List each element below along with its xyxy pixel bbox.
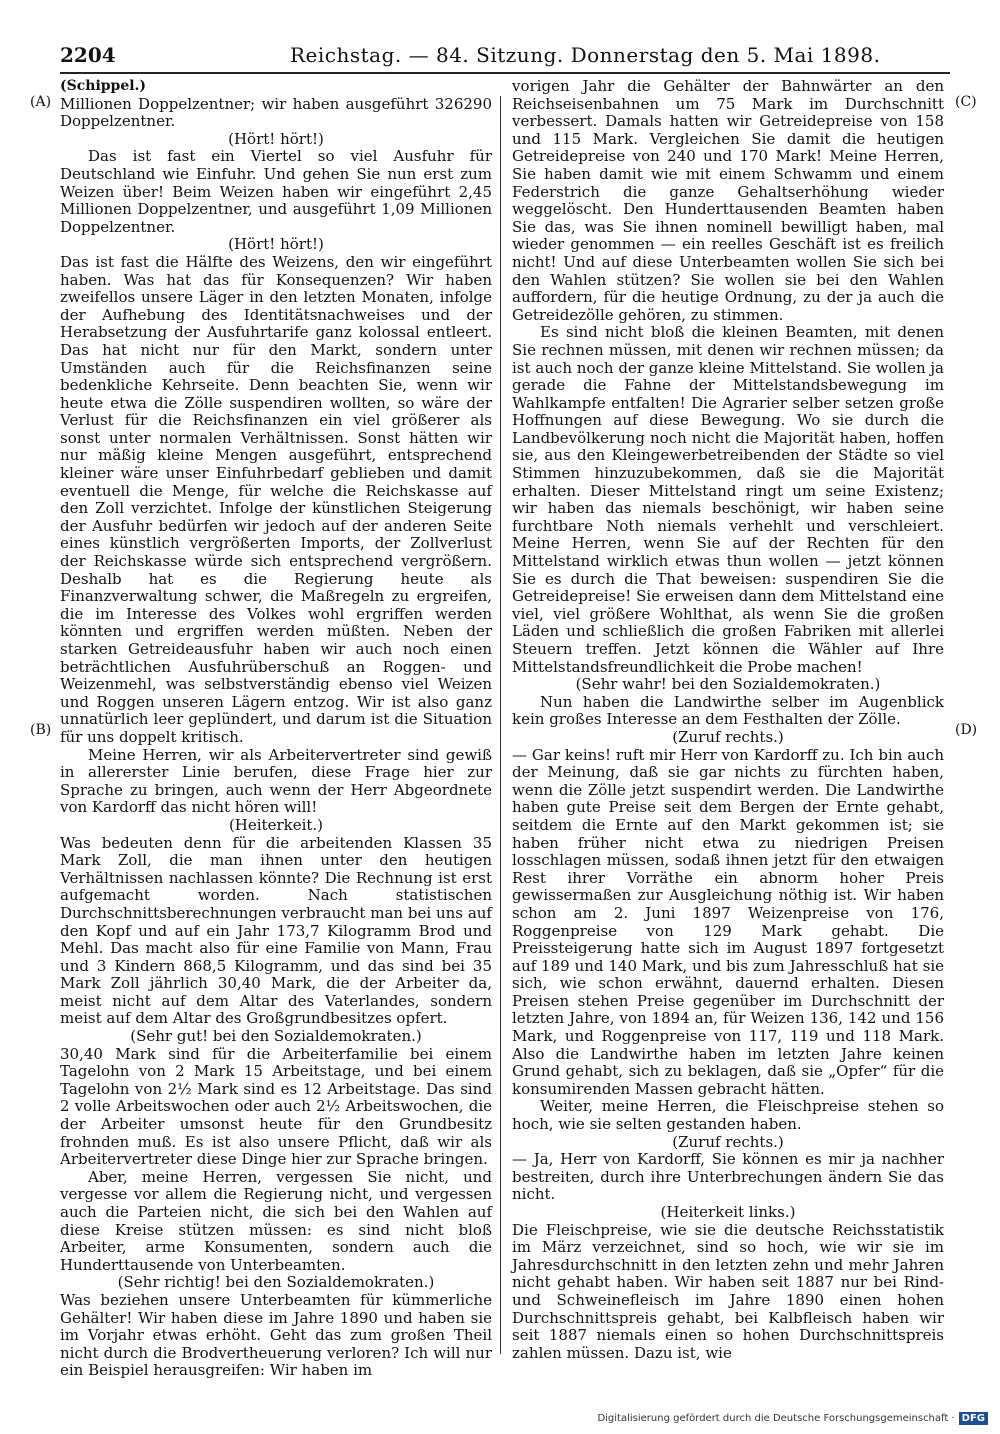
interjection: (Zuruf rechts.): [672, 1132, 784, 1151]
paragraph: Es sind nicht bloß die kleinen Beamten, mit denen Sie rechnen müssen, mit denen wir rechnen müssen; da ist auch noch der ganze kleine Mittelstand. Sie wollen ja gerade die Fahne der Mittelstandsbewegung im Wahlkampfe entfalten! Die Agrarier selber setzen große Hoffnungen auf diese Bewegung. Wo sie durch die Landbevölkerung noch nicht die Majorität haben, hoffen sie, aus den Kleingewerbetreibenden der Städte so viel Stimmen hinzuzubekommen, daß sie die Majorität erhalten. Dieser Mittelstand ringt um seine Existenz; wir haben das niemals beschönigt, wir haben seine furchtbare Noth niemals verhehlt und verschleiert. Meine Herren, wenn Sie auf der Rechten für den Mittelstand wirklich etwas thun wollen — jetzt können Sie es durch die That beweisen: suspendiren Sie die Getreidepreise! Sie erweisen dann dem Mittelstand eine viel, viel größere Wohlthat, als wenn Sie die großen Läden und schließlich die großen Fabriken mit allerlei Steuern treffen. Jetzt können die Wähler auf Ihre Mittelstandsfreundlichkeit die Probe machen!: [512, 323, 944, 676]
paragraph: Aber, meine Herren, vergessen Sie nicht, und vergesse vor allem die Regierung nicht, und vergessen auch die Parteien nicht, die sich bei den Wahlen auf diese Kreise stützen müssen: es sind nicht bloß Arbeiter, arme Konsumenten, sondern auch die Hunderttausende von Unterbeamten.: [60, 1167, 492, 1274]
paragraph: 30,40 Mark sind für die Arbeiterfamilie bei einem Tagelohn von 2 Mark 15 Arbeitstage, und bei einem Tagelohn von 2½ Mark sind es 12 Arbeitstage. Das sind 2 volle Arbeitswochen oder auch 2½ Arbeitswochen, die der Arbeiter umsonst heute für den Grundbesitz frohnden muß. Es ist also unsere Pflicht, daß wir als Arbeitervertreter diese Dinge hier zur Sprache bringen.: [60, 1044, 492, 1169]
column-divider: [500, 96, 501, 1354]
left-column: [60, 78, 492, 1380]
interjection: (Heiterkeit.): [228, 815, 324, 834]
paragraph: Das ist fast ein Viertel so viel Ausfuhr für Deutschland wie Einfuhr. Und gehen Sie nun erst zum Weizen über! Beim Weizen haben wir eingeführt 2,45 Millionen Doppelzentner, und ausgeführt 1,09 Millionen Doppelzentner.: [60, 147, 492, 236]
paragraph: Weiter, meine Herren, die Fleischpreise stehen so hoch, wie sie selten gestanden haben.: [512, 1097, 944, 1134]
page-number: 2204: [60, 43, 116, 67]
digitization-credit: [597, 1412, 988, 1425]
interjection: (Zuruf rechts.): [672, 727, 784, 746]
paragraph: vorigen Jahr die Gehälter der Bahnwärter an den Reichseisenbahnen um 75 Mark im Durchschnitt verbessert. Damals hatten wir Getreidepreise von 158 und 115 Mark. Vergleichen Sie damit die heutigen Getreidepreise von 240 und 170 Mark! Meine Herren, Sie haben damit wie mit einem Schwamm und einem Federstrich die ganze Gehaltserhöhung wieder weggelöscht. Den Hunderttausenden Beamten haben Sie das, was Sie ihnen nominell bewilligt haben, mal wieder genommen — ein reelles Geschäft ist es freilich nicht! Und auf diese Unterbeamten wollen Sie sich bei den Wahlen stützen? Sie wollen sie bei den Wahlen auffordern, für die heutige Ordnung, zu der ja auch die Getreidezölle gehören, zu stimmen.: [512, 77, 944, 324]
interjection: (Sehr gut! bei den Sozialdemokraten.): [130, 1027, 422, 1046]
paragraph: Meine Herren, wir als Arbeitervertreter sind gewiß in allererster Linie berufen, diese Frage hier zur Sprache zu bringen, auch wenn der Herr Abgeordnete von Kardorff das nicht hören will!: [60, 745, 492, 817]
header-rule: [60, 72, 950, 74]
interjection: (Hört! hört!): [228, 235, 324, 254]
speaker-name: (Schippel.): [60, 78, 147, 94]
paragraph: — Gar keins! ruft mir Herr von Kardorff zu. Ich bin auch der Meinung, daß sie gar nichts zu fürchten haben, wenn die Zölle jetzt suspendirt werden. Die Landwirthe haben gute Preise seit dem Bergen der Ernte gehabt, seitdem die Ernte auf den Markt gekommen ist; sie haben früher nicht etwa zu niedrigen Preisen losschlagen müssen, sodaß ihnen jetzt für den etwaigen Rest ihrer Vorräthe ein abnorm hoher Preis gewissermaßen zur Ausgleichung nöthig ist. Wir haben schon am 2. Juni 1897 Weizenpreise von 176, Roggenpreise von 129 Mark gehabt. Die Preissteigerung hatte sich im August 1897 fortgesetzt auf 189 und 140 Mark, und bis zum Jahresschluß hat sie sich, wie schon erwähnt, dauernd erhalten. Diesen Preisen stehen Preise gegenüber im Durchschnitt der letzten Jahre, von 1894 an, für Weizen 136, 142 und 156 Mark, und Roggenpreise von 117, 119 und 118 Mark. Also die Landwirthe haben im letzten Jahre keinen Grund gehabt, sich zu beklagen, daß sie „Opfer“ für die konsumirenden Massen gebracht hätten.: [512, 745, 944, 1098]
paragraph: Die Fleischpreise, wie sie die deutsche Reichsstatistik im März verzeichnet, sind so hoch, wie wir sie im Jahresdurchschnitt in den letzten zehn und mehr Jahren nicht gehabt haben. Wir haben seit 1887 nur bei Rind- und Schweinefleisch im Jahre 1890 einen hohen Durchschnittspreis gehabt, bei Kalbfleisch haben wir seit 1887 niemals einen so hohen Durchschnittspreis zahlen müssen. Dazu ist, wie: [512, 1220, 944, 1362]
interjection: (Hört! hört!): [228, 129, 324, 148]
margin-marker-d: (D): [955, 722, 978, 738]
margin-marker-b: (B): [30, 722, 52, 738]
margin-marker-a: (A): [30, 94, 52, 110]
paragraph: Das ist fast die Hälfte des Weizens, den wir eingeführt haben. Was hat das für Konsequenzen? Wir haben zweifellos unsere Läger in den letzten Monaten, infolge der Aufhebung des Identitätsnachweises und der Herabsetzung der Ausfuhrtarife ganz kolossal entleert. Das hat nicht nur für den Markt, sondern unter Umständen auch für die Reichsfinanzen seine bedenkliche Kehrseite. Denn beachten Sie, wenn wir heute etwa die Zölle suspendiren wollten, so wäre der Verlust für die Reichsfinanzen ein viel größerer als sonst unter normalen Verhältnissen. Sonst hätten wir nur mäßig kleine Mengen ausgeführt, entsprechend kleiner wäre unser Einfuhrbedarf geblieben und damit eventuell die Menge, für welche die Reichskasse auf den Zoll verzichtet. Infolge der künstlichen Steigerung der Ausfuhr bedürfen wir jedoch auf der anderen Seite eines künstlich vergrößerten Imports, der Zollverlust der Reichskasse würde sich entsprechend vergrößern. Deshalb hat es die Regierung heute als Finanzverwaltung schwer, die Maßregeln zu ergreifen, die im Interesse des Volkes wohl ergriffen werden könnten und ergriffen werden müßten. Neben der starken Getreideausfuhr haben wir auch noch einen beträchtlichen Ausfuhrüberschuß an Roggen- und Weizenmehl, was selbstverständig ebenso viel Weizen und Roggen unseren Lägern entzog. Wir ist also ganz unnatürlich leer geplündert, und darum ist die Situation für uns doppelt kritisch.: [60, 252, 492, 746]
paragraph: Nun haben die Landwirthe selber im Augenblick kein großes Interesse an dem Festhalten der Zölle.: [512, 692, 944, 729]
paragraph: Millionen Doppelzentner; wir haben ausgeführt 326290 Doppelzentner.: [60, 94, 492, 131]
paragraph: — Ja, Herr von Kardorff, Sie können es mir ja nachher bestreiten, durch ihre Unterbrechungen ändern Sie das nicht.: [512, 1150, 944, 1204]
paragraph: Was bedeuten denn für die arbeitenden Klassen 35 Mark Zoll, die man ihnen unter den heutigen Verhältnissen nachlassen könnte? Die Rechnung ist erst aufgemacht worden. Nach statistischen Durchschnittsberechnungen verbraucht man bei uns auf den Kopf und auf ein Jahr 173,7 Kilogramm Brod und Mehl. Das macht also für eine Familie von Mann, Frau und 3 Kindern 868,5 Kilogramm, und das sind bei 35 Mark Zoll jährlich 30,40 Mark, die der Arbeiter da, meist nicht auf dem Altar des Vaterlandes, sondern meist auf dem Altar des Großgrundbesitzes opfert.: [60, 833, 492, 1028]
credit-text: Digitalisierung gefördert durch die Deutsche Forschungsgemeinschaft ·: [597, 1413, 955, 1424]
page-header: [60, 40, 950, 70]
interjection: (Sehr richtig! bei den Sozialdemokraten.): [117, 1273, 435, 1292]
right-column: [512, 78, 944, 1362]
paragraph: Was beziehen unsere Unterbeamten für kümmerliche Gehälter! Wir haben diese im Jahre 1890 und haben sie im Vorjahr etwas erhöht. Geht das zum großen Theil nicht durch die Brodvertheuerung verloren? Ich will nur ein Beispiel herausgreifen: Wir haben im: [60, 1290, 492, 1380]
dfg-logo: DFG: [959, 1412, 988, 1425]
margin-marker-c: (C): [955, 94, 977, 110]
interjection: (Sehr wahr! bei den Sozialdemokraten.): [575, 675, 881, 694]
page-title: Reichstag. — 84. Sitzung. Donnerstag den 5. Mai 1898.: [290, 43, 881, 67]
interjection: (Heiterkeit links.): [660, 1203, 796, 1221]
